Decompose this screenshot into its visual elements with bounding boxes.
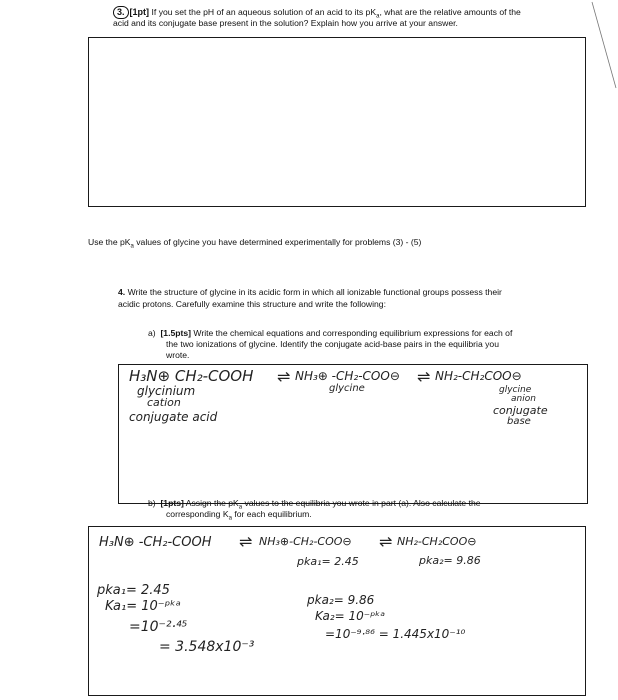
hw-a-label-conjugate: conjugate — [493, 404, 548, 417]
question-3-points: [1pt] — [129, 7, 150, 17]
part-b-label: b) — [148, 498, 156, 508]
hw-b-calc1-ka-formula: Ka₁= 10⁻ᵖᵏᵃ — [105, 599, 181, 614]
hw-b-calc1-power: =10⁻²·⁴⁵ — [129, 619, 188, 635]
hw-a-label-glycinium: glycinium — [137, 384, 196, 398]
hw-a-label-base: base — [507, 416, 531, 427]
instruction-line: Use the $pK_a$ values of glycine you have determined experimentally for problems (3) - (5) — [88, 237, 422, 250]
question-4-line2: acidic protons. Carefully examine this structure and write the following: — [118, 299, 386, 309]
part-b-points: [1pts] — [160, 498, 184, 508]
part-a-line1: Write the chemical equations and corresponding equilibrium expressions for each of — [193, 328, 513, 338]
hw-b-eq-mid: NH₃⊕-CH₂-COO⊖ — [259, 535, 352, 548]
hw-b-pka1-label: pka₁= 2.45 — [297, 555, 359, 568]
hw-b-eq-left: H₃N⊕ -CH₂-COOH — [99, 535, 212, 550]
part-b-line1: Assign the $pK_a$ values to the equilibria you wrote in part (a). Also calculate the — [185, 498, 481, 511]
hw-b-calc2-result: =10⁻⁹·⁸⁶ = 1.445x10⁻¹⁰ — [325, 627, 466, 641]
answer-box-part-a[interactable] — [118, 364, 588, 504]
question-4 — [118, 287, 578, 298]
hw-a-label-anion: anion — [511, 394, 536, 404]
hw-a-label-glycine: glycine — [329, 383, 365, 394]
answer-box-part-b[interactable] — [88, 526, 586, 696]
hw-b-pka2-label: pka₂= 9.86 — [419, 554, 481, 567]
part-a-line3: wrote. — [166, 350, 190, 360]
hw-b-arrow2: ⇌ — [379, 532, 393, 551]
hw-a-arrow2: ⇌ — [417, 367, 431, 386]
question-3-number: 3. — [113, 6, 129, 19]
question-3-text: If you set the pH of an aqueous solution of an acid to its $pK_a$, what are the relative amounts of the — [151, 7, 521, 20]
part-a-label: a) — [148, 328, 156, 338]
hw-b-eq-right: NH₂-CH₂COO⊖ — [397, 535, 477, 548]
hw-a-label-conjugate-acid: conjugate acid — [129, 410, 218, 424]
hw-b-calc2-ka-formula: Ka₂= 10⁻ᵖᵏᵃ — [315, 609, 386, 623]
part-a-points: [1.5pts] — [160, 328, 191, 338]
hw-b-calc1-result: = 3.548x10⁻³ — [159, 639, 255, 655]
part-a-line2: the two ionizations of glycine. Identify the conjugate acid-base pairs in the equilibria you — [166, 339, 499, 349]
hw-a-eq1-right: NH₂-CH₂COO⊖ — [435, 369, 522, 383]
part-a — [148, 328, 578, 339]
answer-box-q3[interactable] — [88, 37, 586, 207]
hw-a-eq1-left: H₃N⊕ CH₂-COOH — [129, 367, 254, 385]
hw-a-eq1-mid: NH₃⊕ -CH₂-COO⊖ — [295, 369, 400, 383]
stray-pen-mark — [590, 0, 618, 90]
hw-a-arrow1: ⇌ — [277, 367, 291, 386]
hw-b-calc2-pka: pka₂= 9.86 — [307, 593, 375, 607]
hw-b-arrow1: ⇌ — [239, 532, 253, 551]
question-4-number: 4. — [118, 287, 126, 297]
question-4-line1: Write the structure of glycine in its acidic form in which all ionizable functional groups possess their — [127, 287, 502, 297]
question-3-text-line2: acid and its conjugate base present in the solution? Explain how you arrive at your answer. — [113, 18, 458, 28]
hw-b-calc1-pka: pka₁= 2.45 — [97, 583, 170, 598]
hw-a-label-cation: cation — [147, 396, 181, 409]
part-b-line2: corresponding $K_a$ for each equilibrium. — [166, 509, 312, 522]
hw-a-label-glycine-right: glycine — [499, 385, 532, 395]
